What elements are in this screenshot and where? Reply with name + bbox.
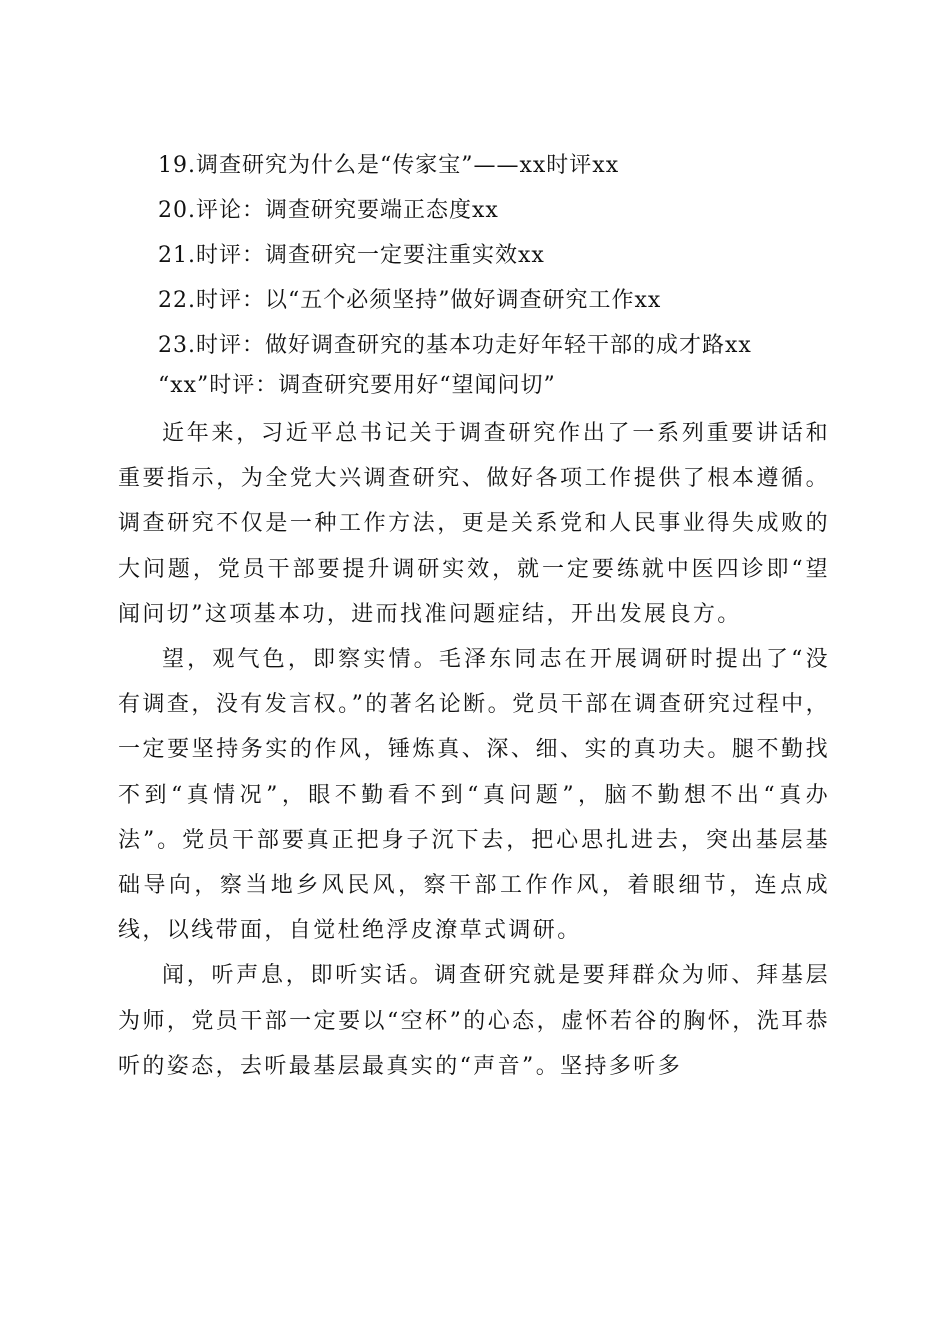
- list-item: 19.调查研究为什么是“传家宝”——xx时评xx: [158, 153, 620, 178]
- list-item: 21.时评：调查研究一定要注重实效xx: [158, 243, 545, 268]
- paragraph: 闻，听声息，即听实话。调查研究就是要拜群众为师、拜基层为师，党员干部一定要以“空杯”的心态，虚怀若谷的胸怀，洗耳恭听的姿态，去听最基层最真实的“声音”。坚持多听多: [118, 963, 830, 1079]
- list-item: 20.评论：调查研究要端正态度xx: [158, 198, 499, 223]
- list-item: 22.时评：以“五个必须坚持”做好调查研究工作xx: [158, 288, 662, 313]
- article-body: [118, 411, 830, 1089]
- article-list: [158, 143, 752, 368]
- paragraph: 望，观气色，即察实情。毛泽东同志在开展调研时提出了“没有调查，没有发言权。”的著名论断。党员干部在调查研究过程中，一定要坚持务实的作风，锤炼真、深、细、实的真功夫。腿不勤找不到“真情况”，眼不勤看不到“真问题”，脑不勤想不出“真办法”。党员干部要真正把身子沉下去，把心思扎进去，突出基层基础导向，察当地乡风民风，察干部工作作风，着眼细节，连点成线，以线带面，自觉杜绝浮皮潦草式调研。: [118, 647, 830, 944]
- article-title: “xx”时评：调查研究要用好“望闻问切”: [158, 373, 556, 398]
- list-item: 23.时评：做好调查研究的基本功走好年轻干部的成才路xx: [158, 333, 752, 358]
- paragraph: 近年来，习近平总书记关于调查研究作出了一系列重要讲话和重要指示，为全党大兴调查研究、做好各项工作提供了根本遵循。调查研究不仅是一种工作方法，更是关系党和人民事业得失成败的大问题，党员干部要提升调研实效，就一定要练就中医四诊即“望闻问切”这项基本功，进而找准问题症结，开出发展良方。: [118, 421, 830, 627]
